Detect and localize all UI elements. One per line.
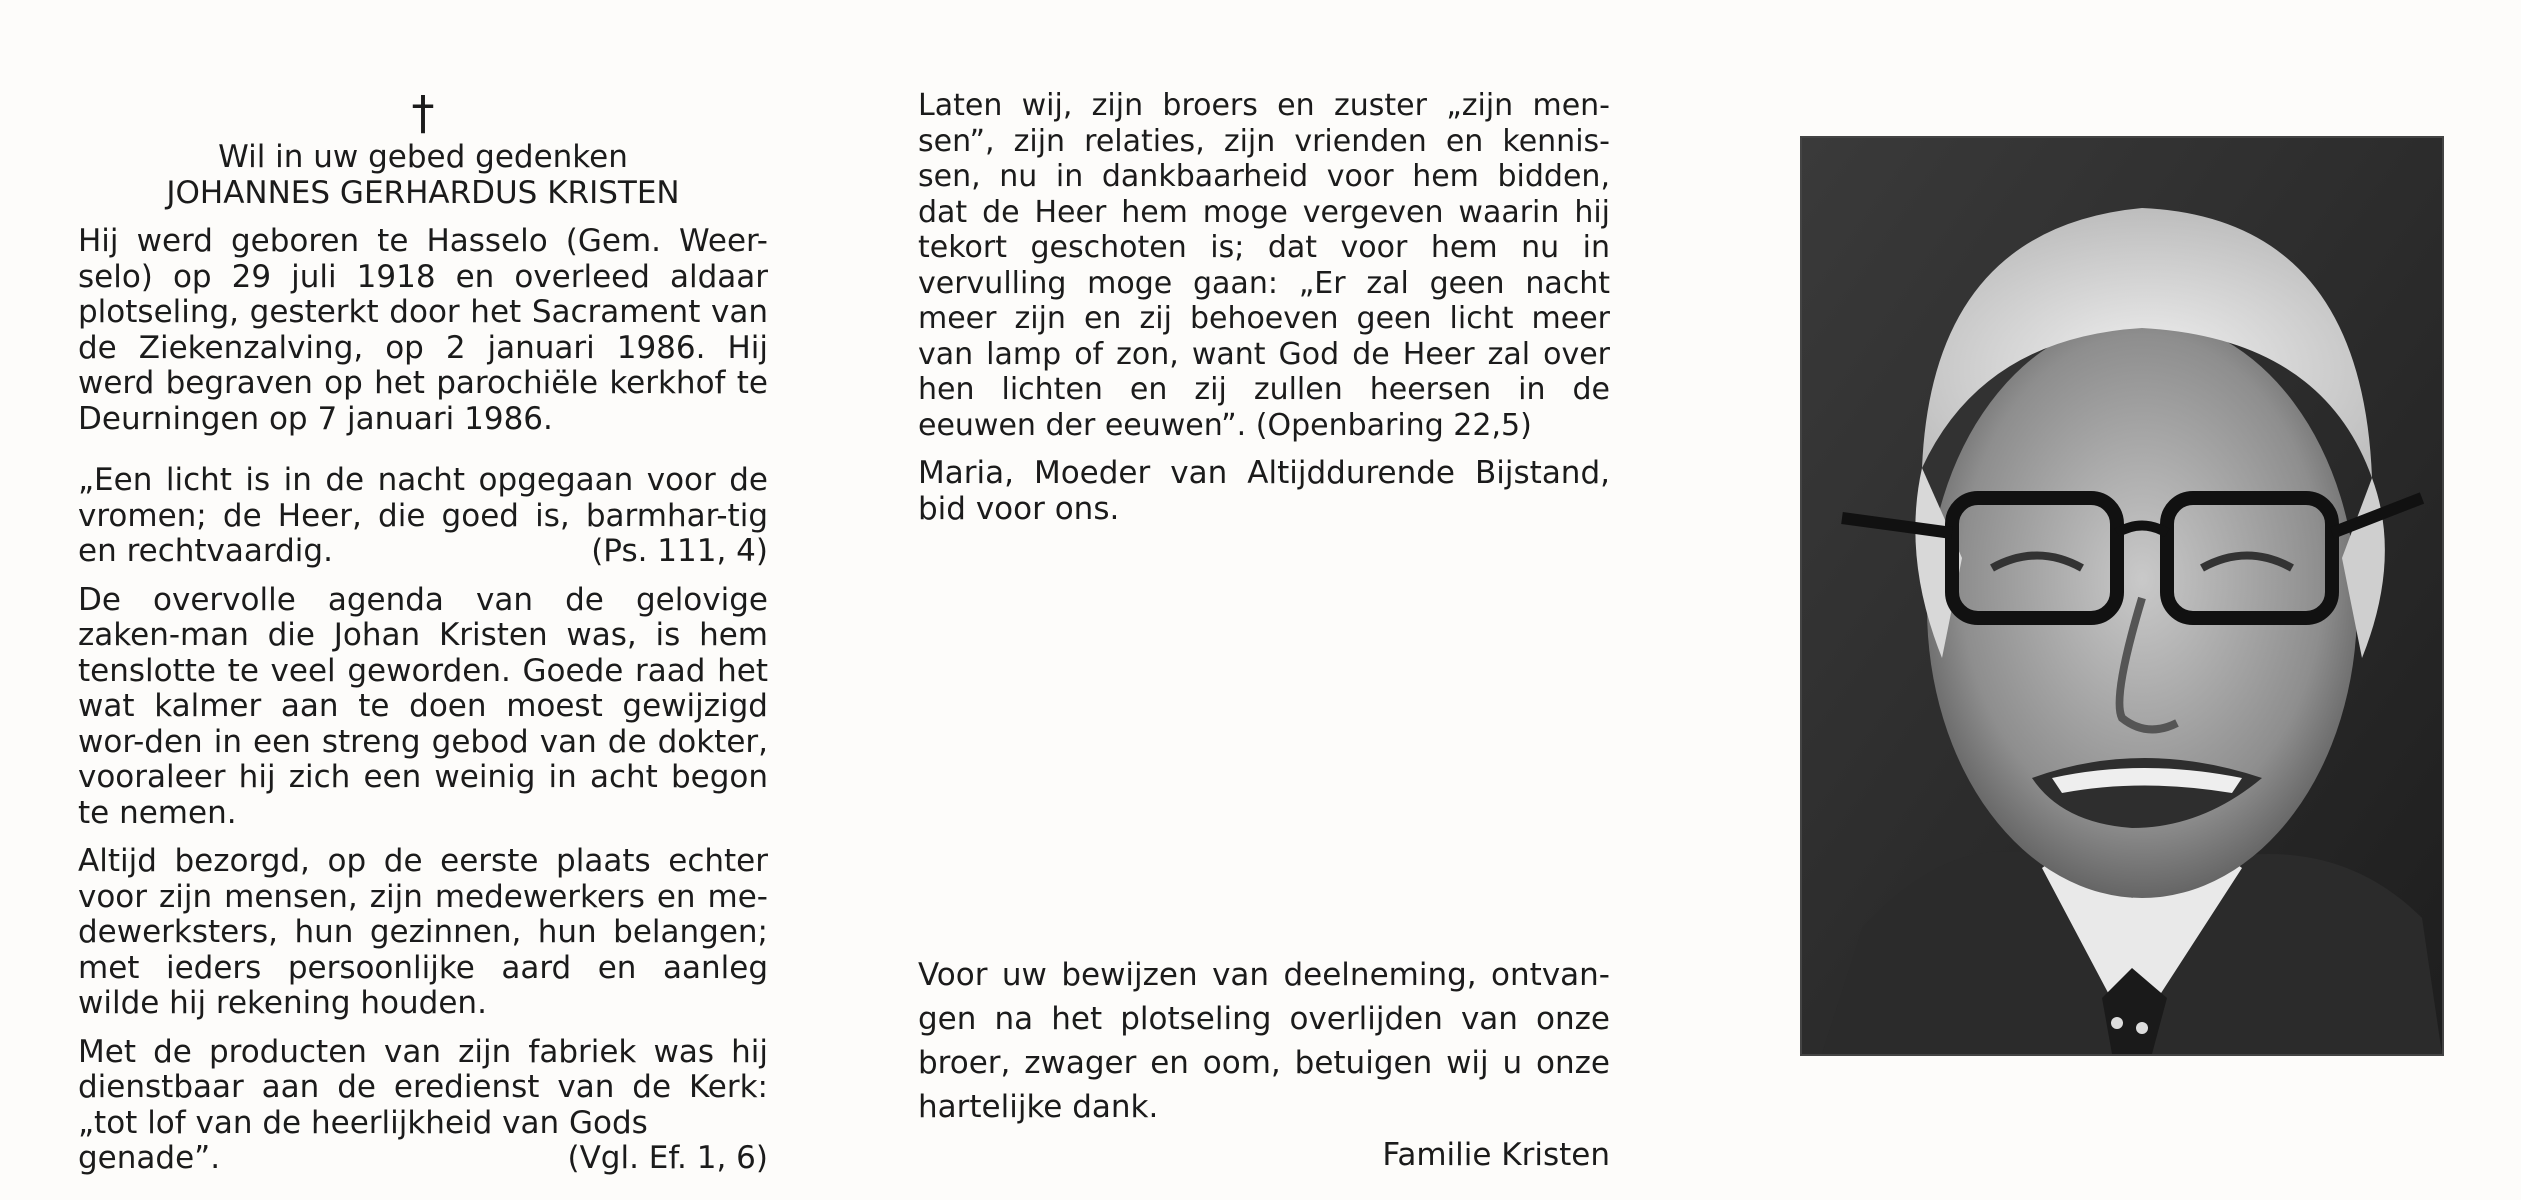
invocation-paragraph: Maria, Moeder van Altijddurende Bijstand, bid voor ons. xyxy=(918,455,1610,527)
prayer-paragraph: Laten wij, zijn broers en zuster „zijn men-sen”, zijn relaties, zijn vrienden en kennis-sen, nu in dankbaarheid voor hem bidden, dat de Heer hem moge vergeven waarin hij tekort geschoten is; dat voor hem nu in vervulling moge gaan: „Er zal geen nacht meer zijn en zij behoeven geen licht meer van lamp of zon, want God de Heer zal over hen lichten en zij zullen heersen in de eeuwen der eeuwen”. (Openbaring 22,5) xyxy=(918,88,1610,443)
bio-paragraph: Hij werd geboren te Hasselo (Gem. Weer-selo) op 29 juli 1918 en overleed aldaar plotseling, gesterkt door het Sacrament van de Ziekenzalving, op 2 januari 1986. Hij werd begraven op het parochiële kerkhof te Deurningen op 7 januari 1986. xyxy=(78,223,768,437)
middle-column xyxy=(918,88,1610,527)
ephesians-quote-end xyxy=(78,1141,768,1177)
deceased-name: JOHANNES GERHARDUS KRISTEN xyxy=(166,174,680,211)
portrait-illustration xyxy=(1802,138,2442,1054)
products-paragraph: Met de producten van zijn fabriek was hij dienstbaar aan de eredienst van de Kerk: „tot lof van de heerlijkheid van Gods xyxy=(78,1033,768,1141)
ephesians-reference: (Vgl. Ef. 1, 6) xyxy=(567,1140,768,1176)
psalm-reference: (Ps. 111, 4) xyxy=(591,533,768,569)
ephesians-quote-text: genade”. xyxy=(78,1140,221,1176)
portrait-photo xyxy=(1800,136,2444,1056)
care-paragraph: Altijd bezorgd, op de eerste plaats echter voor zijn mensen, zijn medewerkers en me-dewerksters, hun gezinnen, hun belangen; met ieders persoonlijke aard en aanleg wilde hij rekening houden. xyxy=(78,843,768,1021)
thanks-block xyxy=(918,953,1610,1177)
psalm-quote xyxy=(78,463,768,570)
intro-line: Wil in uw gebed gedenken xyxy=(218,139,628,175)
cross-symbol: † xyxy=(411,86,435,140)
psalm-quote-text: „Een licht is in de nacht opgegaan voor de vromen; de Heer, die goed is, barmhar-tig en rechtvaardig. xyxy=(78,462,768,569)
family-signature: Familie Kristen xyxy=(1382,1137,1610,1173)
thanks-paragraph: Voor uw bewijzen van deelneming, ontvan-gen na het plotseling overlijden van onze broer, zwager en oom, betuigen wij u onze hartelijke dank. xyxy=(918,957,1610,1125)
agenda-paragraph: De overvolle agenda van de gelovige zaken-man die Johan Kristen was, is hem tenslotte te veel geworden. Goede raad het wat kalmer aan te doen moest gewijzigd wor-den in een streng gebod van de dokter, vooraleer hij zich een weinig in acht begon te nemen. xyxy=(78,581,768,831)
left-column xyxy=(78,88,768,1177)
